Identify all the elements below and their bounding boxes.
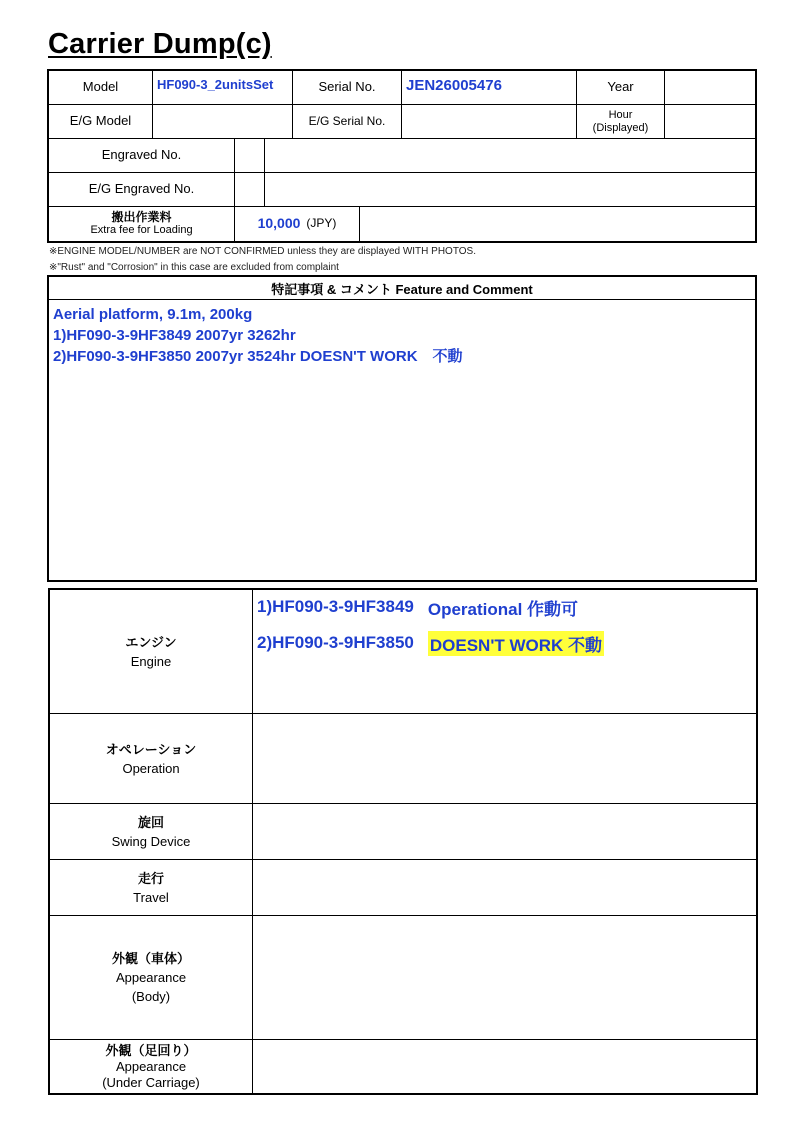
- engine-unit-1: [257, 594, 752, 620]
- fee-label: [49, 207, 235, 241]
- eg-engraved-label: E/G Engraved No.: [49, 173, 235, 207]
- appearance-uc-label-en2: (Under Carriage): [102, 1074, 200, 1090]
- appearance-body-label-en2: (Body): [131, 989, 171, 1004]
- operation-value: [253, 714, 756, 804]
- comment-section: [47, 275, 757, 582]
- appearance-body-label-jp: 外観（車体）: [111, 951, 190, 966]
- comment-body: [49, 300, 755, 371]
- eg-model-value: [153, 105, 293, 139]
- hour-label-line2: (Displayed): [592, 121, 649, 134]
- note-rust-exclusion: ※"Rust" and "Corrosion" in this case are excluded from complaint: [49, 262, 339, 273]
- travel-label: [50, 860, 253, 916]
- year-value: [665, 71, 755, 105]
- appearance-body-value: [253, 916, 756, 1040]
- comment-heading: 特記事項 & コメント Feature and Comment: [49, 277, 755, 300]
- fee-value-cell: [235, 207, 755, 241]
- operation-label: [50, 714, 253, 804]
- engraved-label: Engraved No.: [49, 139, 235, 173]
- engine-label-jp: エンジン: [125, 634, 177, 650]
- fee-label-jp: 搬出作業料: [111, 210, 172, 224]
- eg-model-label: E/G Model: [49, 105, 153, 139]
- model-value: HF090-3_2unitsSet: [153, 71, 293, 105]
- travel-label-en: Travel: [133, 889, 169, 905]
- appearance-uc-label: [50, 1040, 253, 1093]
- fee-value: 10,000: [257, 215, 301, 232]
- comment-line: 2)HF090-3-9HF3850 2007yr 3524hr DOESN'T WORK 不動: [53, 348, 463, 365]
- eg-engraved-value: [265, 173, 755, 207]
- appearance-uc-label-en: Appearance: [115, 1058, 187, 1074]
- engraved-spacer: [235, 139, 265, 173]
- swing-label-en: Swing Device: [111, 833, 191, 849]
- swing-label-jp: 旋回: [137, 814, 164, 830]
- eg-engraved-spacer: [235, 173, 265, 207]
- comment-line: 1)HF090-3-9HF3849 2007yr 3262hr: [53, 327, 296, 344]
- engraved-value: [265, 139, 755, 173]
- engine-unit-2-status: DOESN'T WORK 不動: [428, 631, 604, 656]
- operation-label-jp: オペレーション: [105, 741, 197, 757]
- hour-label-line1: Hour: [608, 109, 633, 122]
- travel-value: [253, 860, 756, 916]
- eg-serial-value: [402, 105, 577, 139]
- model-label: Model: [49, 71, 153, 105]
- appearance-uc-value: [253, 1040, 756, 1093]
- engine-unit-1-id: 1)HF090-3-9HF3849: [257, 597, 414, 616]
- inspection-table: [48, 588, 758, 1095]
- serial-label: Serial No.: [293, 71, 402, 105]
- engine-unit-2-id: 2)HF090-3-9HF3850: [257, 633, 414, 652]
- engine-value: [253, 590, 756, 714]
- fee-unit: (JPY): [306, 216, 337, 231]
- year-label: Year: [577, 71, 665, 105]
- swing-value: [253, 804, 756, 860]
- engine-unit-2: [257, 630, 752, 656]
- note-engine-confirm: ※ENGINE MODEL/NUMBER are NOT CONFIRMED unless they are displayed WITH PHOTOS.: [49, 246, 476, 257]
- engine-unit-1-status: Operational 作動可: [427, 599, 579, 619]
- operation-label-en: Operation: [122, 760, 180, 776]
- appearance-body-label: [50, 916, 253, 1040]
- eg-serial-label: E/G Serial No.: [293, 105, 402, 139]
- comment-line: Aerial platform, 9.1m, 200kg: [53, 306, 253, 323]
- fee-label-en: Extra fee for Loading: [90, 224, 193, 236]
- hour-value: [665, 105, 755, 139]
- travel-label-jp: 走行: [137, 870, 164, 886]
- serial-value: JEN26005476: [402, 71, 577, 105]
- engine-label-en: Engine: [130, 653, 172, 669]
- engine-label: [50, 590, 253, 714]
- appearance-uc-label-jp: 外観（足回り）: [105, 1042, 197, 1058]
- swing-label: [50, 804, 253, 860]
- appearance-body-label-en: Appearance: [115, 970, 187, 985]
- document-title: Carrier Dump(c): [48, 28, 272, 60]
- hour-label: [577, 105, 665, 139]
- info-table-top: [47, 69, 757, 139]
- fee-amount-box: [235, 207, 360, 241]
- info-table-bottom: [47, 139, 757, 243]
